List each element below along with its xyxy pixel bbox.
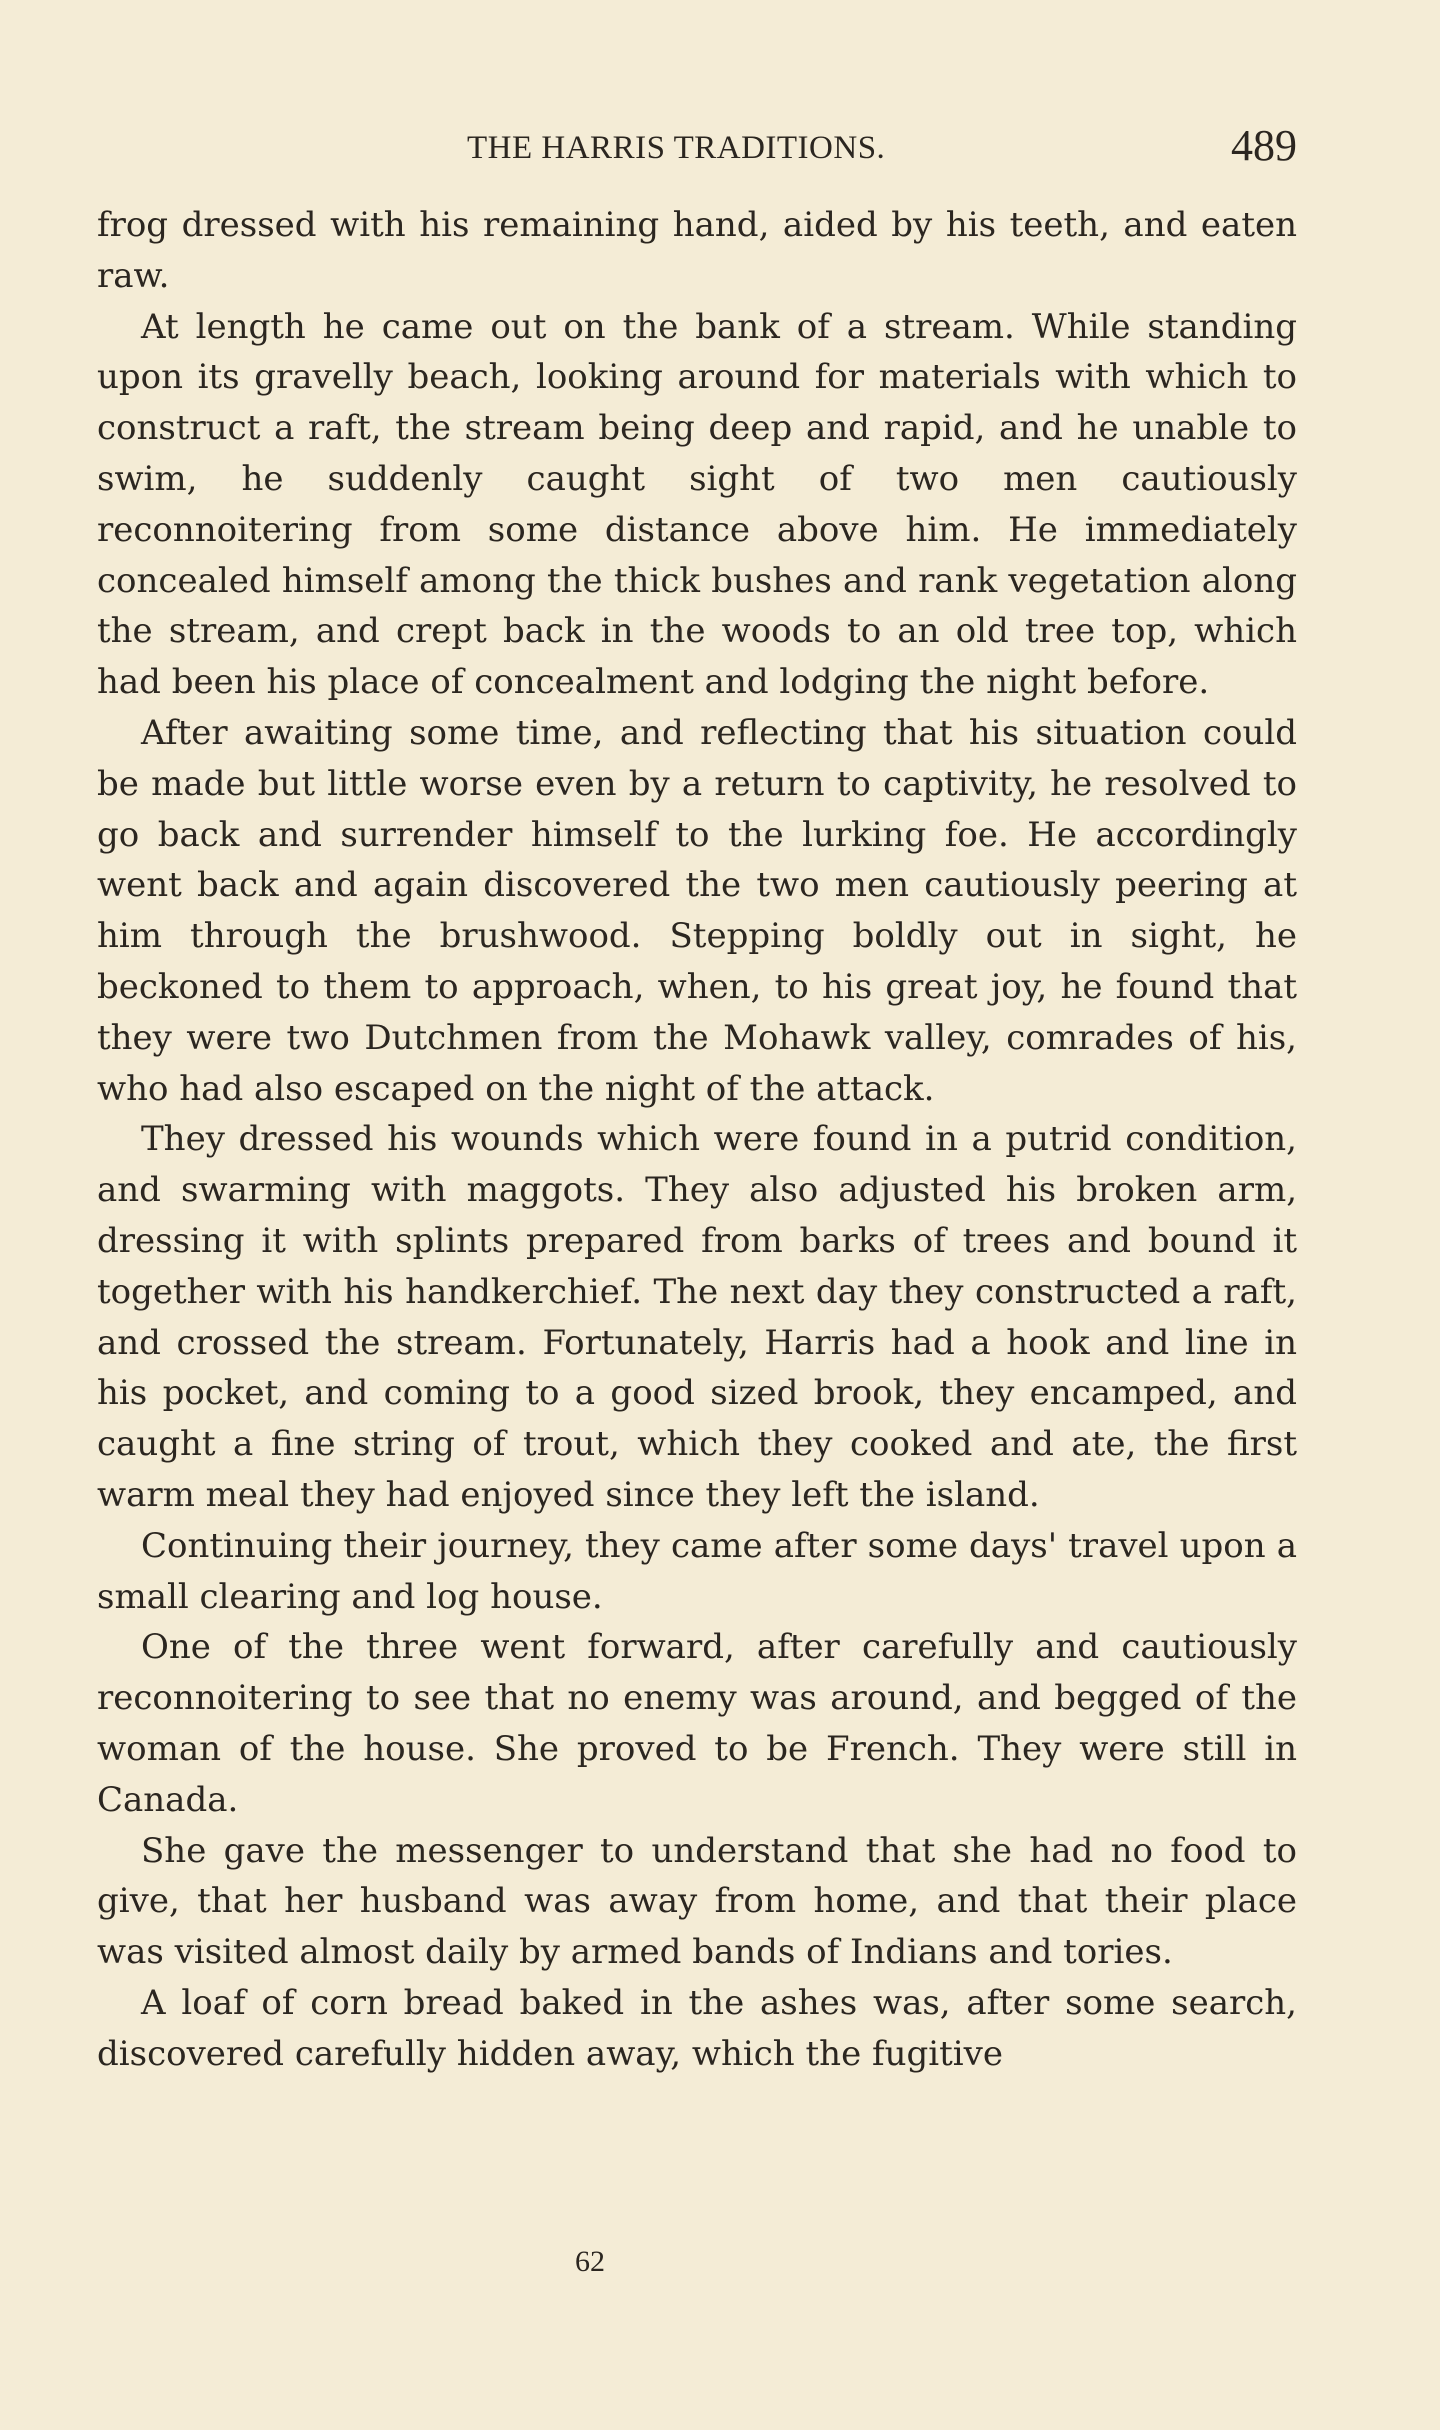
running-head [97, 120, 1297, 180]
paragraph: One of the three went forward, after carefully and cautiously reconnoitering to see that no enemy was around, and begged of the woman of the house. She proved to be French. They were still in Canada. [97, 1627, 1297, 1820]
paragraph: After awaiting some time, and reflecting that his situation could be made but little worse even by a return to captivity, he resolved to go back and surrender himself to the lurking foe. He accordingly went back and again discovered the two men cautiously peering at him through the brushwood. Stepping boldly out in sight, he beckoned to them to approach, when, to his great joy, he found that they were two Dutchmen from the Mohawk valley, comrades of his, who had also escaped on the night of the attack. [97, 712, 1297, 1109]
body-text [97, 200, 1297, 2079]
signature-mark: 62 [575, 2245, 605, 2278]
paragraph: Continuing their journey, they came after some days' travel upon a small clearing and log house. [97, 1525, 1297, 1617]
paragraph: At length he came out on the bank of a stream. While standing upon its gravelly beach, looking around for materials with which to construct a raft, the stream being deep and rapid, and he unable to swim, he suddenly caught sight of two men cautiously reconnoitering from some distance above him. He immediately concealed himself among the thick bushes and rank vegetation along the stream, and crept back in the woods to an old tree top, which had been his place of concealment and lodging the night before. [97, 306, 1297, 703]
running-title: THE HARRIS TRADITIONS. [467, 130, 886, 166]
paragraph: A loaf of corn bread baked in the ashes was, after some search, discovered carefully hidden away, which the fugitive [97, 1982, 1297, 2074]
paragraph: They dressed his wounds which were found in a putrid condition, and swarming with maggots. They also adjusted his broken arm, dressing it with splints prepared from barks of trees and bound it together with his handkerchief. The next day they constructed a raft, and crossed the stream. Fortunately, Harris had a hook and line in his pocket, and coming to a good sized brook, they encamped, and caught a fine string of trout, which they cooked and ate, the first warm meal they had enjoyed since they left the island. [97, 1119, 1297, 1515]
paragraph: frog dressed with his remaining hand, aided by his teeth, and eaten raw. [97, 205, 1297, 296]
paragraph: She gave the messenger to understand that she had no food to give, that her husband was away from home, and that their place was visited almost daily by armed bands of Indians and tories. [97, 1830, 1297, 1973]
page-number: 489 [1231, 121, 1297, 170]
